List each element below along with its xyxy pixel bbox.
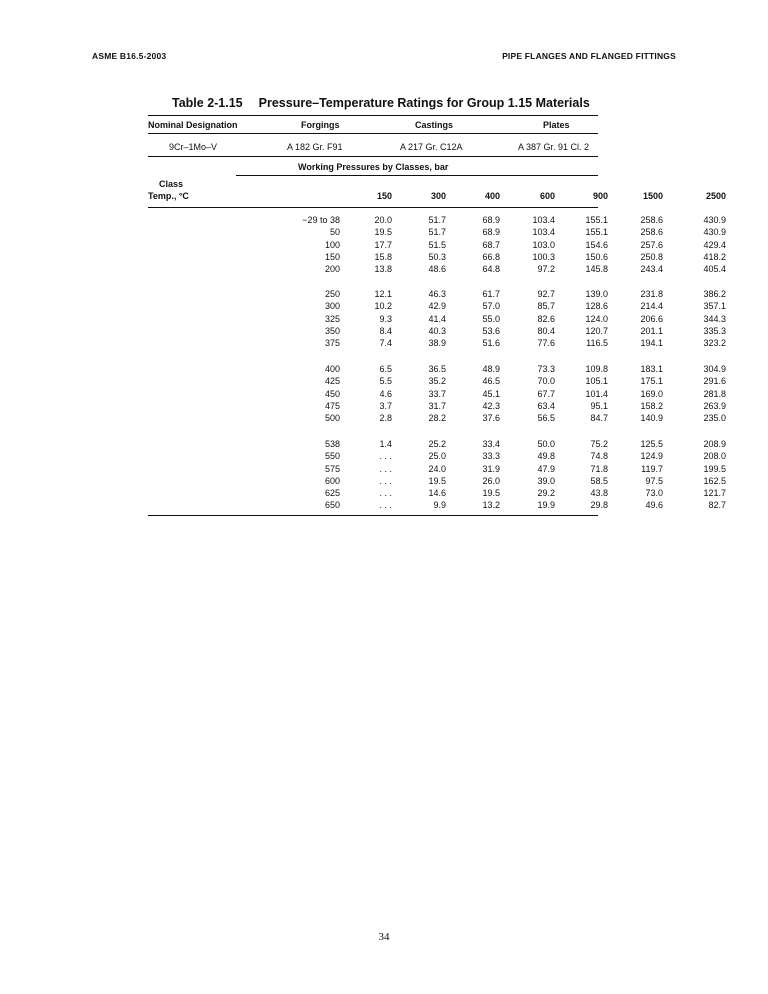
class-300-cell: 40.3 [428, 325, 446, 336]
temp-cell: 375 [324, 338, 340, 349]
class-900-cell: 124.0 [585, 313, 608, 324]
temp-cell: 50 [329, 227, 340, 238]
class-150-cell: 15.8 [374, 251, 392, 262]
class-900-cell: 139.0 [585, 289, 608, 299]
class-600-cell: 85.7 [537, 301, 555, 312]
class-600-cell: 103.4 [532, 227, 555, 238]
table-row [148, 487, 726, 499]
class-400-cell: 55.0 [482, 313, 500, 324]
class-300-cell: 51.7 [428, 227, 446, 238]
class-300-cell: 42.9 [428, 301, 446, 312]
class-300-cell: 24.0 [428, 463, 446, 474]
class-400-cell: 37.6 [482, 413, 500, 424]
class-900-cell: 109.8 [585, 364, 608, 374]
class-600-cell: 63.4 [537, 400, 555, 411]
class-1500-cell: 257.6 [640, 239, 663, 250]
table-number: Table 2-1.15 [172, 96, 243, 110]
class-400-cell: 13.2 [482, 500, 500, 511]
material-designation: 9Cr–1Mo–V [169, 142, 218, 152]
class-1500-cell: 169.0 [640, 388, 663, 399]
class-300-cell: 33.7 [428, 388, 446, 399]
class-1500-cell: 175.1 [640, 376, 663, 387]
class-900-cell: 105.1 [585, 376, 608, 387]
class-150-cell: 1.4 [379, 439, 392, 449]
class-2500-cell: 304.9 [703, 364, 726, 374]
running-header-left: ASME B16.5-2003 [92, 51, 167, 61]
class-900-cell: 75.2 [590, 439, 608, 449]
class-600-cell: 49.8 [537, 451, 555, 462]
class-600-cell: 80.4 [537, 325, 555, 336]
class-header-600: 600 [539, 191, 555, 201]
class-400-cell: 45.1 [482, 388, 500, 399]
class-900-cell: 116.5 [586, 338, 608, 349]
class-300-cell: 28.2 [428, 413, 446, 424]
class-1500-cell: 231.8 [640, 289, 663, 299]
class-400-cell: 61.7 [482, 289, 500, 299]
class-150-cell: . . . [379, 500, 392, 511]
class-2500-cell: 162.5 [703, 475, 726, 486]
class-400-cell: 19.5 [482, 488, 500, 499]
class-400-cell: 68.7 [482, 239, 500, 250]
working-pressures-rule [236, 175, 598, 176]
class-header-400: 400 [484, 191, 500, 201]
class-600-cell: 103.4 [532, 215, 555, 225]
class-900-cell: 58.5 [590, 475, 608, 486]
temperature-group [148, 214, 726, 275]
temp-cell: 550 [324, 451, 340, 462]
class-300-cell: 25.0 [428, 451, 446, 462]
temp-label: Temp., °C [148, 191, 189, 201]
class-150-cell: 13.8 [374, 264, 392, 275]
class-2500-cell: 429.4 [703, 239, 726, 250]
class-300-cell: 46.3 [428, 289, 446, 299]
plates-spec: A 387 Gr. 91 Cl. 2 [518, 142, 590, 152]
class-600-cell: 103.0 [532, 239, 555, 250]
temp-cell: 575 [324, 463, 340, 474]
column-header-rule [148, 207, 598, 208]
class-400-cell: 57.0 [482, 301, 500, 312]
class-900-cell: 95.1 [590, 400, 608, 411]
spec-rule [148, 156, 598, 157]
temp-cell: 650 [324, 500, 340, 511]
class-400-cell: 64.8 [482, 264, 500, 275]
table-bottom-rule [148, 515, 598, 516]
class-600-cell: 56.5 [537, 413, 555, 424]
class-900-cell: 84.7 [590, 413, 608, 424]
class-1500-cell: 125.5 [640, 439, 663, 449]
class-900-cell: 128.6 [585, 301, 608, 312]
class-400-cell: 46.5 [482, 376, 500, 387]
class-2500-cell: 357.1 [703, 301, 726, 312]
class-400-cell: 66.8 [482, 251, 500, 262]
class-2500-cell: 263.9 [703, 400, 726, 411]
class-1500-cell: 73.0 [645, 488, 663, 499]
class-2500-cell: 430.9 [703, 215, 726, 225]
class-300-cell: 48.6 [428, 264, 446, 275]
temp-cell: 625 [324, 488, 340, 499]
class-600-cell: 73.3 [537, 364, 555, 374]
class-300-cell: 51.5 [428, 239, 446, 250]
class-150-cell: . . . [379, 475, 392, 486]
class-900-cell: 74.8 [590, 451, 608, 462]
class-1500-cell: 124.9 [640, 451, 663, 462]
class-150-cell: 8.4 [379, 325, 392, 336]
class-header-2500: 2500 [705, 191, 726, 201]
class-2500-cell: 335.3 [703, 325, 726, 336]
class-600-cell: 100.3 [532, 251, 555, 262]
temp-cell: 200 [324, 264, 340, 275]
temp-cell: 150 [324, 251, 340, 262]
table-row [148, 239, 726, 251]
table-row [148, 400, 726, 412]
table-row [148, 226, 726, 238]
class-300-cell: 36.5 [428, 364, 446, 374]
class-150-cell: . . . [379, 451, 392, 462]
class-2500-cell: 235.0 [703, 413, 726, 424]
temp-cell: 100 [324, 239, 340, 250]
temp-cell: 475 [324, 400, 340, 411]
class-1500-cell: 214.4 [640, 301, 663, 312]
temp-cell: 538 [324, 439, 340, 449]
temperature-group [148, 438, 726, 512]
class-2500-cell: 199.5 [703, 463, 726, 474]
class-1500-cell: 201.1 [640, 325, 663, 336]
class-150-cell: 3.7 [379, 400, 392, 411]
class-150-cell: 9.3 [379, 313, 392, 324]
class-1500-cell: 258.6 [640, 227, 663, 238]
table-row [148, 450, 726, 462]
class-150-cell: 6.5 [379, 364, 392, 374]
temp-cell: 600 [324, 475, 340, 486]
class-2500-cell: 386.2 [703, 289, 726, 299]
class-1500-cell: 49.6 [645, 500, 663, 511]
class-300-cell: 51.7 [428, 215, 446, 225]
class-400-cell: 68.9 [482, 227, 500, 238]
table-row [148, 463, 726, 475]
class-1500-cell: 183.1 [640, 364, 663, 374]
castings-spec: A 217 Gr. C12A [400, 142, 463, 152]
class-150-cell: 2.8 [379, 413, 392, 424]
class-400-cell: 26.0 [482, 475, 500, 486]
class-900-cell: 154.6 [585, 239, 608, 250]
class-150-cell: 12.1 [374, 289, 392, 299]
class-600-cell: 97.2 [537, 264, 555, 275]
class-150-cell: 20.0 [374, 215, 392, 225]
table-row [148, 263, 726, 275]
class-1500-cell: 119.7 [641, 463, 663, 474]
class-label: Class [159, 179, 184, 189]
class-600-cell: 19.9 [537, 500, 555, 511]
class-header-300: 300 [430, 191, 446, 201]
table-row [148, 325, 726, 337]
table-row [148, 412, 726, 424]
table-row [148, 251, 726, 263]
class-900-cell: 155.1 [585, 215, 608, 225]
class-300-cell: 9.9 [433, 500, 446, 511]
table-row [148, 363, 726, 375]
class-600-cell: 50.0 [537, 439, 555, 449]
class-150-cell: 17.7 [374, 239, 392, 250]
class-300-cell: 14.6 [428, 488, 446, 499]
class-300-cell: 41.4 [428, 313, 446, 324]
class-600-cell: 47.9 [537, 463, 555, 474]
class-400-cell: 33.4 [482, 439, 500, 449]
working-pressures-label: Working Pressures by Classes, bar [298, 162, 449, 172]
class-2500-cell: 121.7 [703, 488, 726, 499]
class-2500-cell: 208.0 [703, 451, 726, 462]
class-900-cell: 120.7 [585, 325, 608, 336]
class-300-cell: 19.5 [428, 475, 446, 486]
temperature-group [148, 363, 726, 424]
class-900-cell: 43.8 [590, 488, 608, 499]
class-1500-cell: 97.5 [645, 475, 663, 486]
designation-rule [148, 133, 598, 134]
class-2500-cell: 82.7 [708, 500, 726, 511]
class-2500-cell: 418.2 [703, 251, 726, 262]
class-1500-cell: 194.1 [640, 338, 663, 349]
class-150-cell: 19.5 [374, 227, 392, 238]
class-400-cell: 68.9 [482, 215, 500, 225]
class-1500-cell: 140.9 [640, 413, 663, 424]
temp-cell: 250 [324, 289, 340, 299]
class-300-cell: 31.7 [428, 400, 446, 411]
class-300-cell: 50.3 [428, 251, 446, 262]
table-row [148, 288, 726, 300]
class-400-cell: 53.6 [482, 325, 500, 336]
class-150-cell: 4.6 [379, 388, 392, 399]
class-2500-cell: 405.4 [703, 264, 726, 275]
class-1500-cell: 258.6 [640, 215, 663, 225]
table-row [148, 438, 726, 450]
temp-cell: 400 [324, 364, 340, 374]
temp-cell: 350 [324, 325, 340, 336]
class-600-cell: 29.2 [537, 488, 555, 499]
class-2500-cell: 291.6 [703, 376, 726, 387]
table-row [148, 313, 726, 325]
class-2500-cell: 281.8 [703, 388, 726, 399]
class-400-cell: 33.3 [482, 451, 500, 462]
castings-label: Castings [415, 120, 454, 130]
class-600-cell: 92.7 [537, 289, 555, 299]
class-400-cell: 51.6 [482, 338, 500, 349]
temp-cell: 425 [324, 376, 340, 387]
class-2500-cell: 430.9 [703, 227, 726, 238]
class-300-cell: 35.2 [428, 376, 446, 387]
forgings-spec: A 182 Gr. F91 [287, 142, 343, 152]
class-1500-cell: 206.6 [640, 313, 663, 324]
class-900-cell: 71.8 [590, 463, 608, 474]
class-150-cell: . . . [379, 488, 392, 499]
class-900-cell: 101.4 [585, 388, 608, 399]
table-row [148, 388, 726, 400]
class-150-cell: 10.2 [374, 301, 392, 312]
class-600-cell: 77.6 [537, 338, 555, 349]
table-row [148, 475, 726, 487]
class-600-cell: 67.7 [537, 388, 555, 399]
class-900-cell: 29.8 [590, 500, 608, 511]
temp-cell: −29 to 38 [302, 215, 340, 225]
class-300-cell: 38.9 [428, 338, 446, 349]
class-1500-cell: 250.8 [640, 251, 663, 262]
table-title [172, 96, 590, 110]
class-header-1500: 1500 [642, 191, 663, 201]
class-900-cell: 150.6 [585, 251, 608, 262]
class-150-cell: 5.5 [379, 376, 392, 387]
table-row [148, 337, 726, 349]
temperature-group [148, 288, 726, 349]
class-900-cell: 145.8 [585, 264, 608, 275]
forgings-label: Forgings [301, 120, 340, 130]
temp-cell: 300 [324, 301, 340, 312]
class-600-cell: 39.0 [537, 475, 555, 486]
class-header-150: 150 [376, 191, 392, 201]
temp-cell: 450 [324, 388, 340, 399]
table-row [148, 375, 726, 387]
class-600-cell: 82.6 [537, 313, 555, 324]
class-1500-cell: 158.2 [640, 400, 663, 411]
class-600-cell: 70.0 [537, 376, 555, 387]
table-row [148, 499, 726, 511]
plates-label: Plates [543, 120, 570, 130]
table-title-text: Pressure–Temperature Ratings for Group 1.15 Materials [258, 96, 590, 110]
class-150-cell: 7.4 [379, 338, 392, 349]
table-top-rule [148, 115, 598, 116]
temp-cell: 325 [324, 313, 340, 324]
class-150-cell: . . . [379, 463, 392, 474]
class-2500-cell: 323.2 [703, 338, 726, 349]
class-400-cell: 48.9 [482, 364, 500, 374]
table-row [148, 214, 726, 226]
class-900-cell: 155.1 [585, 227, 608, 238]
class-1500-cell: 243.4 [640, 264, 663, 275]
page-number: 34 [378, 931, 390, 943]
nominal-designation-label: Nominal Designation [148, 120, 238, 130]
class-400-cell: 42.3 [482, 400, 500, 411]
class-header-900: 900 [592, 191, 608, 201]
class-300-cell: 25.2 [428, 439, 446, 449]
temp-cell: 500 [324, 413, 340, 424]
class-400-cell: 31.9 [482, 463, 500, 474]
running-header-right: PIPE FLANGES AND FLANGED FITTINGS [502, 51, 676, 61]
table-row [148, 300, 726, 312]
class-2500-cell: 344.3 [703, 313, 726, 324]
class-2500-cell: 208.9 [703, 439, 726, 449]
